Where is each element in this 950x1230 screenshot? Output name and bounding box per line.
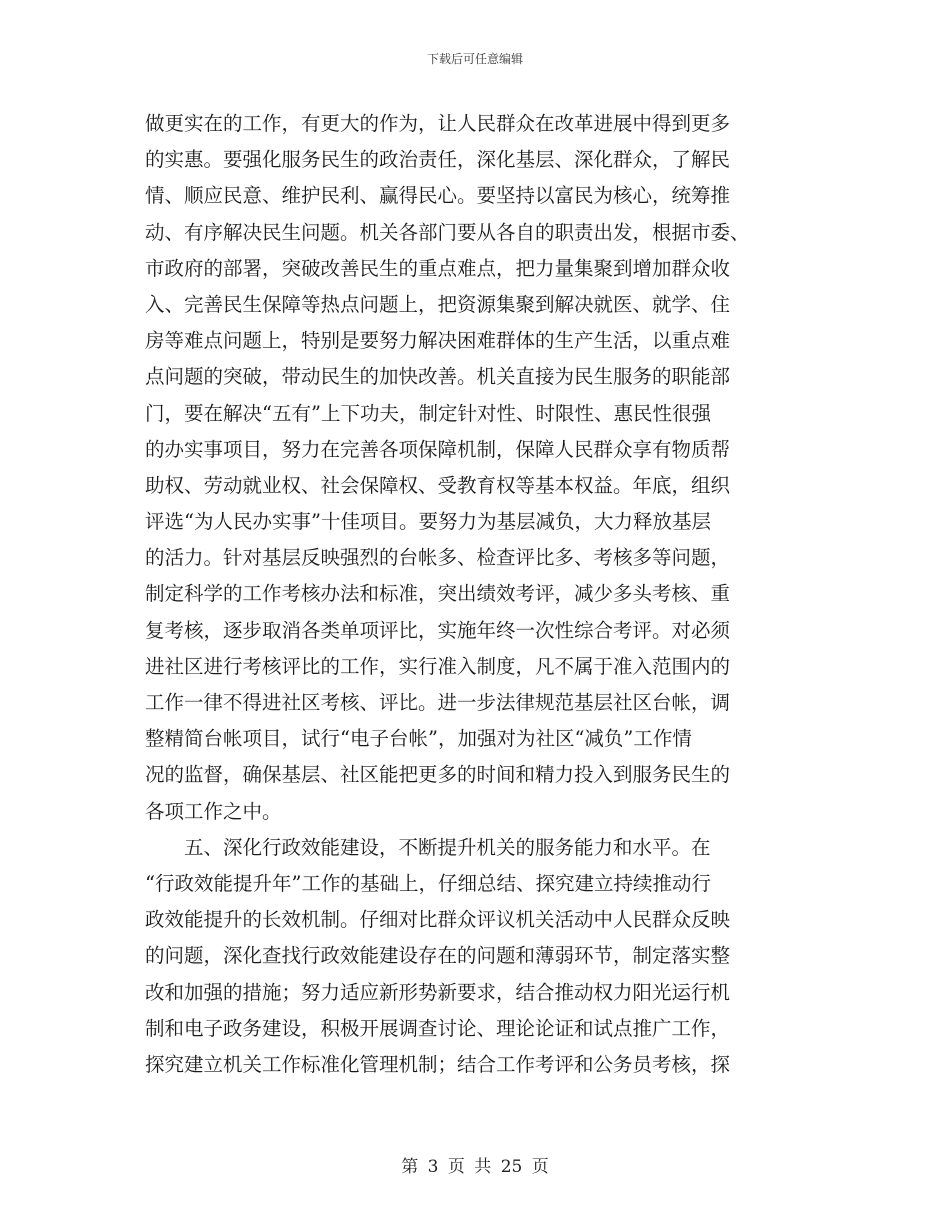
text-line: 制定科学的工作考核办法和标准，突出绩效考评，减少多头考核、重 xyxy=(145,582,731,606)
text-line: 情、顺应民意、维护民利、赢得民心。要坚持以富民为核心，统筹推 xyxy=(145,184,731,208)
text-line: 各项工作之中。 xyxy=(145,799,282,823)
text-line: 房等难点问题上，特别是要努力解决困难群体的生产生活，以重点难 xyxy=(145,329,731,353)
text-line: 市政府的部署，突破改善民生的重点难点，把力量集聚到增加群众收 xyxy=(145,256,731,280)
text-line: 进社区进行考核评比的工作，实行准入制度，凡不属于准入范围内的 xyxy=(145,654,731,678)
text-line: 况的监督，确保基层、社区能把更多的时间和精力投入到服务民生的 xyxy=(145,763,731,787)
text-line: 入、完善民生保障等热点问题上，把资源集聚到解决就医、就学、住 xyxy=(145,292,731,316)
text-line: 做更实在的工作，有更大的作为，让人民群众在改革进展中得到更多 xyxy=(145,112,731,135)
text-line: 的活力。针对基层反映强烈的台帐多、检查评比多、考核多等问题， xyxy=(145,546,731,570)
text-line: 助权、劳动就业权、社会保障权、受教育权等基本权益。年底，组织 xyxy=(145,473,731,497)
text-line: 的办实事项目，努力在完善各项保障机制，保障人民群众享有物质帮 xyxy=(145,437,731,461)
text-line: 探究建立机关工作标准化管理机制；结合工作考评和公务员考核，探 xyxy=(145,1052,731,1076)
page-header: 下载后可任意编辑 xyxy=(426,52,523,66)
text-line: 动、有序解决民生问题。机关各部门要从各自的职责出发，根据市委、 xyxy=(145,220,750,244)
text-line: “行政效能提升年”工作的基础上，仔细总结、探究建立持续推动行 xyxy=(145,871,711,895)
document-body xyxy=(145,106,813,1083)
text-line: 制和电子政务建设，积极开展调查讨论、理论论证和试点推广工作， xyxy=(145,1016,731,1040)
text-line: 政效能提升的长效机制。仔细对比群众评议机关活动中人民群众反映 xyxy=(145,908,731,932)
text-line: 评选“为人民办实事”十佳项目。要努力为基层减负，大力释放基层 xyxy=(145,510,711,534)
text-line: 的问题，深化查找行政效能建设存在的问题和薄弱环节，制定落实整 xyxy=(145,944,731,968)
text-line: 点问题的突破，带动民生的加快改善。机关直接为民生服务的职能部 xyxy=(145,365,731,389)
text-line: 工作一律不得进社区考核、评比。进一步法律规范基层社区台帐，调 xyxy=(145,691,731,714)
section-heading-line: 五、深化行政效能建设，不断提升机关的服务能力和水平。在 xyxy=(145,835,711,859)
text-line: 复考核，逐步取消各类单项评比，实施年终一次性综合考评。对必须 xyxy=(145,618,731,642)
text-line: 的实惠。要强化服务民生的政治责任，深化基层、深化群众，了解民 xyxy=(145,148,731,172)
text-line: 门，要在解决“五有”上下功夫，制定针对性、时限性、惠民性很强 xyxy=(145,401,711,425)
page-number: 第 3 页 共 25 页 xyxy=(401,1157,549,1177)
text-line: 改和加强的措施；努力适应新形势新要求，结合推动权力阳光运行机 xyxy=(145,980,731,1004)
text-line: 整精简台帐项目，试行“电子台帐”，加强对为社区“减负”工作情 xyxy=(145,727,692,751)
